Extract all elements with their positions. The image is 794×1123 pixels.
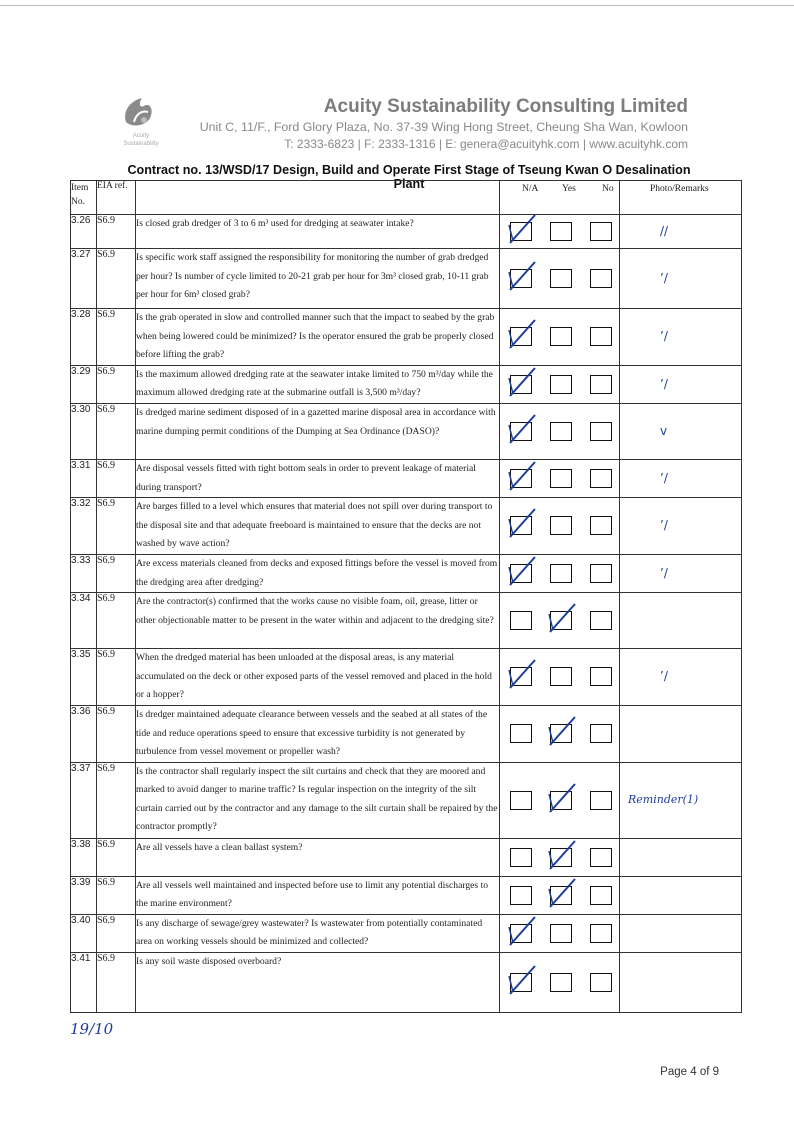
- checkbox-na[interactable]: [510, 222, 532, 241]
- checklist-table: [70, 180, 742, 1013]
- checkbox-yes[interactable]: [550, 791, 572, 810]
- remark-cell: [620, 876, 742, 914]
- checkbox-na[interactable]: [510, 848, 532, 867]
- table-row: [71, 459, 742, 497]
- handwritten-remark: ’/: [660, 271, 668, 285]
- contract-title: Contract no. 13/WSD/17 Design, Build and Operate First Stage of Tseung Kwan O Desalination Plant: [127, 163, 691, 191]
- question-text: Is dredged marine sediment disposed of in a gazetted marine disposal area in accordance with marine dumping permit conditions of the Dumping at Sea Ordinance (DASO)?: [136, 403, 500, 459]
- remark-cell: [620, 649, 742, 706]
- question-text: Are excess materials cleaned from decks and exposed fittings before the vessel is moved from the dredging area after dredging?: [136, 554, 500, 592]
- remark-cell: [620, 762, 742, 838]
- handwritten-remark: ’/: [660, 565, 668, 580]
- answer-boxes: [500, 705, 620, 762]
- remark-cell: [620, 498, 742, 555]
- checkbox-yes[interactable]: [550, 469, 572, 488]
- checkbox-yes[interactable]: [550, 924, 572, 943]
- top-rule: [0, 5, 794, 6]
- checkbox-no[interactable]: [590, 973, 612, 992]
- item-number: 3.32: [71, 498, 97, 555]
- table-row: [71, 953, 742, 1013]
- checkbox-na[interactable]: [510, 667, 532, 686]
- checkbox-yes[interactable]: [550, 375, 572, 394]
- question-text: Are all vessels well maintained and inspected before use to limit any potential discharges to the marine environment?: [136, 876, 500, 914]
- answer-boxes: [500, 215, 620, 249]
- check-mark-icon: [507, 915, 537, 949]
- table-row: [71, 876, 742, 914]
- header-remarks: Photo/Remarks: [620, 181, 742, 215]
- check-mark-icon: [507, 366, 537, 400]
- question-text: Is the contractor shall regularly inspect the silt curtains and check that they are moored and marked to avoid danger to marine traffic? Is regular inspection on the integrity of the silt curtain carried out by the contractor and any damage to the silt curtain shall be repaired by the contractor promptly?: [136, 762, 500, 838]
- eia-ref: S6.9: [97, 309, 136, 366]
- remark-cell: [620, 249, 742, 309]
- remark-cell: [620, 309, 742, 366]
- checkbox-no[interactable]: [590, 791, 612, 810]
- company-address: Unit C, 11/F., Ford Glory Plaza, No. 37-39 Wing Hong Street, Cheung Sha Wan, Kowloon: [199, 120, 688, 134]
- eia-ref: S6.9: [97, 762, 136, 838]
- item-number: 3.34: [71, 593, 97, 649]
- answer-boxes: [500, 249, 620, 309]
- item-number: 3.37: [71, 762, 97, 838]
- table-row: [71, 762, 742, 838]
- question-text: Is dredger maintained adequate clearance between vessels and the seabed at all states of the tide and reduce operations speed to ensure that excessive turbidity is not generated by turbulence from vessel movement or propeller wash?: [136, 705, 500, 762]
- checkbox-na[interactable]: [510, 516, 532, 535]
- check-mark-icon: [507, 507, 537, 541]
- checkbox-na[interactable]: [510, 973, 532, 992]
- checkbox-no[interactable]: [590, 222, 612, 241]
- question-text: Is closed grab dredger of 3 to 6 m³ used for dredging at seawater intake?: [136, 215, 500, 249]
- remark-cell: [620, 554, 742, 592]
- checkbox-yes[interactable]: [550, 327, 572, 346]
- item-number: 3.39: [71, 876, 97, 914]
- handwritten-remark: ’/: [660, 518, 668, 533]
- question-text: Are barges filled to a level which ensures that material does not spill over during transport to the disposal site and that adequate freeboard is maintained to ensure that the decks are not washed by wave action?: [136, 498, 500, 555]
- question-text: When the dredged material has been unloaded at the disposal areas, is any material accumulated on the deck or other exposed parts of the vessel removed and placed in the hold or a hopper?: [136, 649, 500, 706]
- checkbox-yes[interactable]: [550, 516, 572, 535]
- table-row: [71, 838, 742, 876]
- eia-ref: S6.9: [97, 838, 136, 876]
- checkbox-no[interactable]: [590, 564, 612, 583]
- answer-boxes: [500, 403, 620, 459]
- item-number: 3.35: [71, 649, 97, 706]
- check-mark-icon: [547, 877, 577, 911]
- table-row: [71, 593, 742, 649]
- answer-boxes: [500, 914, 620, 952]
- question-text: Is specific work staff assigned the responsibility for monitoring the number of grab dredged per hour? Is number of cycle limited to 20-21 grab per hour for 3m³ closed grab, 10-11 grab per hour for 6m³ closed grab?: [136, 249, 500, 309]
- remark-cell: [620, 953, 742, 1013]
- eia-ref: S6.9: [97, 953, 136, 1013]
- table-row: [71, 215, 742, 249]
- check-mark-icon: [547, 715, 577, 749]
- eia-ref: S6.9: [97, 554, 136, 592]
- remark-cell: [620, 914, 742, 952]
- checkbox-no[interactable]: [590, 924, 612, 943]
- checkbox-yes[interactable]: [550, 667, 572, 686]
- handwritten-remark: v: [660, 423, 668, 438]
- item-number: 3.33: [71, 554, 97, 592]
- answer-boxes: [500, 953, 620, 1013]
- checklist-rows: [71, 215, 742, 1013]
- check-mark-icon: [507, 260, 537, 294]
- handwritten-remark: ’/: [660, 376, 668, 391]
- question-text: Are disposal vessels fitted with tight bottom seals in order to prevent leakage of material during transport?: [136, 459, 500, 497]
- table-row: [71, 498, 742, 555]
- header-item: Item No.: [71, 181, 97, 215]
- handwritten-remark: ’/: [660, 669, 668, 684]
- handwritten-remark: Reminder(1): [628, 792, 699, 806]
- check-mark-icon: [507, 460, 537, 494]
- header-yes: Yes: [562, 184, 576, 194]
- checkbox-na[interactable]: [510, 327, 532, 346]
- item-number: 3.27: [71, 249, 97, 309]
- table-row: [71, 705, 742, 762]
- checkbox-no[interactable]: [590, 848, 612, 867]
- checkbox-na[interactable]: [510, 564, 532, 583]
- checkbox-na[interactable]: [510, 375, 532, 394]
- table-row: [71, 649, 742, 706]
- checkbox-yes[interactable]: [550, 422, 572, 441]
- header-answers: [500, 181, 620, 215]
- check-mark-icon: [507, 413, 537, 447]
- checkbox-no[interactable]: [590, 667, 612, 686]
- check-mark-icon: [507, 213, 537, 247]
- checkbox-yes[interactable]: [550, 269, 572, 288]
- question-text: Is any discharge of sewage/grey wastewater? Is wastewater from potentially contaminated area on working vessels should be minimized and collected?: [136, 914, 500, 952]
- check-mark-icon: [547, 602, 577, 636]
- eia-ref: S6.9: [97, 705, 136, 762]
- handwritten-remark: //: [660, 224, 669, 238]
- checkbox-no[interactable]: [590, 422, 612, 441]
- table-row: [71, 914, 742, 952]
- answer-boxes: [500, 876, 620, 914]
- checkbox-no[interactable]: [590, 269, 612, 288]
- eia-ref: S6.9: [97, 249, 136, 309]
- check-mark-icon: [507, 555, 537, 589]
- eia-ref: S6.9: [97, 876, 136, 914]
- item-number: 3.28: [71, 309, 97, 366]
- logo-caption: Acuity Sustainability: [123, 133, 159, 147]
- checkbox-yes[interactable]: [550, 564, 572, 583]
- item-number: 3.29: [71, 365, 97, 403]
- item-number: 3.38: [71, 838, 97, 876]
- checkbox-no[interactable]: [590, 611, 612, 630]
- header-question: [136, 181, 500, 215]
- answer-boxes: [500, 365, 620, 403]
- checkbox-na[interactable]: [510, 791, 532, 810]
- check-mark-icon: [507, 658, 537, 692]
- eia-ref: S6.9: [97, 914, 136, 952]
- item-number: 3.40: [71, 914, 97, 952]
- check-mark-icon: [547, 839, 577, 873]
- item-number: 3.41: [71, 953, 97, 1013]
- company-name: Acuity Sustainability Consulting Limited: [323, 96, 688, 117]
- remark-cell: [620, 705, 742, 762]
- page-number: Page 4 of 9: [660, 1066, 719, 1078]
- checkbox-yes[interactable]: [550, 886, 572, 905]
- handwritten-remark: ’/: [660, 470, 668, 485]
- eia-ref: S6.9: [97, 365, 136, 403]
- item-number: 3.31: [71, 459, 97, 497]
- question-text: Is the maximum allowed dredging rate at the seawater intake limited to 750 m³/day while the maximum allowed dredging rate at the submarine outfall is 3,500 m³/day?: [136, 365, 500, 403]
- item-number: 3.36: [71, 705, 97, 762]
- checkbox-na[interactable]: [510, 611, 532, 630]
- checkbox-yes[interactable]: [550, 222, 572, 241]
- remark-cell: [620, 459, 742, 497]
- eia-ref: S6.9: [97, 498, 136, 555]
- checkbox-na[interactable]: [510, 269, 532, 288]
- remark-cell: [620, 838, 742, 876]
- checkbox-yes[interactable]: [550, 973, 572, 992]
- checkbox-no[interactable]: [590, 724, 612, 743]
- checkbox-no[interactable]: [590, 375, 612, 394]
- eia-ref: S6.9: [97, 593, 136, 649]
- answer-boxes: [500, 838, 620, 876]
- checkbox-na[interactable]: [510, 924, 532, 943]
- header-na: N/A: [522, 184, 539, 194]
- checkbox-na[interactable]: [510, 469, 532, 488]
- checkbox-na[interactable]: [510, 886, 532, 905]
- checkbox-no[interactable]: [590, 469, 612, 488]
- answer-boxes: [500, 762, 620, 838]
- answer-boxes: [500, 649, 620, 706]
- table-row: [71, 309, 742, 366]
- checkbox-na[interactable]: [510, 724, 532, 743]
- header-eia-ref: EIA ref.: [97, 181, 136, 215]
- table-row: [71, 365, 742, 403]
- table-row: [71, 554, 742, 592]
- answer-boxes: [500, 593, 620, 649]
- check-mark-icon: [507, 964, 537, 998]
- eia-ref: S6.9: [97, 649, 136, 706]
- question-text: Is the grab operated in slow and controlled manner such that the impact to seabed by the grab when being lowered could be minimized? Is the operator ensured the grab be properly closed before lifting the grab?: [136, 309, 500, 366]
- checkbox-na[interactable]: [510, 422, 532, 441]
- remark-cell: [620, 403, 742, 459]
- checkbox-no[interactable]: [590, 327, 612, 346]
- header-no: No: [602, 184, 614, 194]
- checkbox-yes[interactable]: [550, 611, 572, 630]
- handwritten-remark: ’/: [660, 329, 668, 343]
- answer-boxes: [500, 498, 620, 555]
- question-text: Is any soil waste disposed overboard?: [136, 953, 500, 1013]
- remark-cell: [620, 365, 742, 403]
- answer-boxes: [500, 554, 620, 592]
- remark-cell: [620, 215, 742, 249]
- handwritten-date: 19/10: [70, 1020, 114, 1038]
- company-contact: T: 2333-6823 | F: 2333-1316 | E: genera@acuityhk.com | www.acuityhk.com: [284, 137, 688, 151]
- table-row: [71, 403, 742, 459]
- eia-ref: S6.9: [97, 459, 136, 497]
- question-text: Are the contractor(s) confirmed that the works cause no visible foam, oil, grease, litter or other objectionable matter to be present in the water within and adjacent to the dredging site?: [136, 593, 500, 649]
- checkbox-yes[interactable]: [550, 724, 572, 743]
- check-mark-icon: [547, 782, 577, 816]
- item-number: 3.26: [71, 215, 97, 249]
- question-text: Are all vessels have a clean ballast system?: [136, 838, 500, 876]
- eia-ref: S6.9: [97, 403, 136, 459]
- checkbox-yes[interactable]: [550, 848, 572, 867]
- answer-boxes: [500, 459, 620, 497]
- check-mark-icon: [507, 318, 537, 352]
- eia-ref: S6.9: [97, 215, 136, 249]
- item-number: 3.30: [71, 403, 97, 459]
- remark-cell: [620, 593, 742, 649]
- checkbox-no[interactable]: [590, 886, 612, 905]
- checkbox-no[interactable]: [590, 516, 612, 535]
- table-row: [71, 249, 742, 309]
- answer-boxes: [500, 309, 620, 366]
